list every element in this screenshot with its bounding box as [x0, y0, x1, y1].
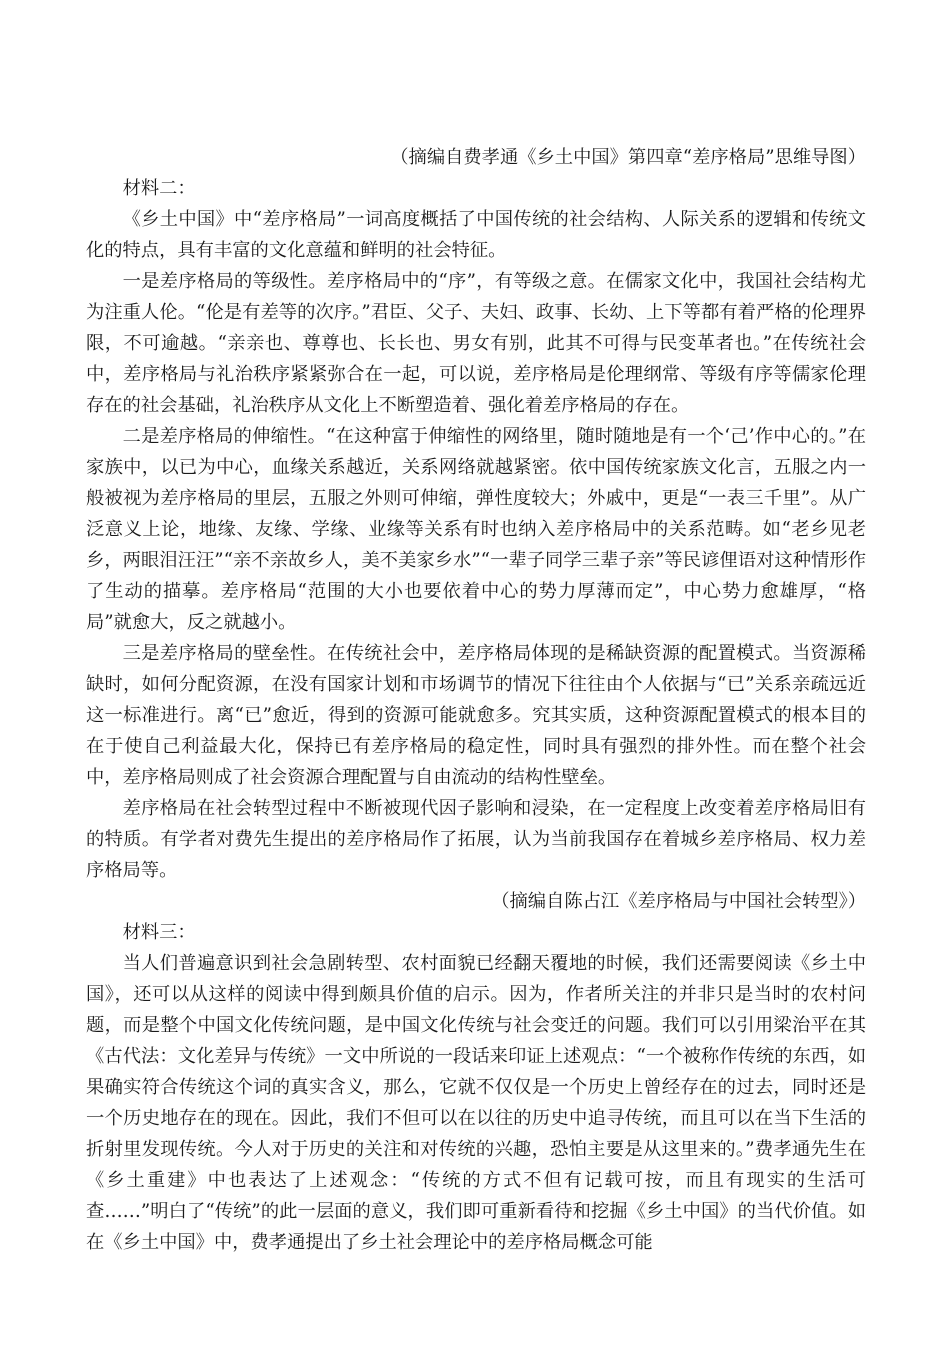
- material-2-label: 材料二：: [122, 178, 196, 199]
- material-3-label: 材料三：: [122, 922, 196, 943]
- material-2-paragraph-5: 差序格局在社会转型过程中不断被现代因子影响和浸染，在一定程度上改变着差序格局旧有的特质。有学者对费先生提出的差序格局作了拓展，认为当前我国存在着城乡差序格局、权力差序格局等。: [86, 798, 866, 881]
- material-2-paragraph-4: 三是差序格局的壁垒性。在传统社会中，差序格局体现的是稀缺资源的配置模式。当资源稀缺时，如何分配资源，在没有国家计划和市场调节的情况下往往由个人依据与“已”关系亲疏远近这一标准进行。离“已”愈近，得到的资源可能就愈多。究其实质，这种资源配置模式的根本目的在于使自己利益最大化，保持已有差序格局的稳定性，同时具有强烈的排外性。而在整个社会中，差序格局则成了社会资源合理配置与自由流动的结构性壁垒。: [86, 643, 866, 788]
- material-2-paragraph-2: 一是差序格局的等级性。差序格局中的“序”，有等级之意。在儒家文化中，我国社会结构尤为注重人伦。“伦是有差等的次序。”君臣、父子、夫妇、政事、长幼、上下等都有着严格的伦理界限，不可逾越。“亲亲也、尊尊也、长长也、男女有别，此其不可得与民变革者也。”在传统社会中，差序格局与礼治秩序紧紧弥合在一起，可以说，差序格局是伦理纲常、等级有序等儒家伦理存在的社会基础，礼治秩序从文化上不断塑造着、强化着差序格局的存在。: [86, 271, 866, 416]
- material-2-paragraph-3: 二是差序格局的伸缩性。“在这种富于伸缩性的网络里，随时随地是有一个‘己’作中心的。”在家族中，以已为中心，血缘关系越近，关系网络就越紧密。依中国传统家族文化言，五服之内一般被视为差序格局的里层，五服之外则可伸缩，弹性度较大；外戚中，更是“一表三千里”。从广泛意义上论，地缘、友缘、学缘、业缘等关系有时也纳入差序格局中的关系范畴。如“老乡见老乡，两眼泪汪汪”“亲不亲故乡人，美不美家乡水”“一辈子同学三辈子亲”等民谚俚语对这种情形作了生动的描摹。差序格局“范围的大小也要依着中心的势力厚薄而定”，中心势力愈雄厚，“格局”就愈大，反之就越小。: [86, 426, 866, 633]
- document-page: [86, 142, 866, 1258]
- material-2-paragraph-1: 《乡土中国》中“差序格局”一词高度概括了中国传统的社会结构、人际关系的逻辑和传统文化的特点，具有丰富的文化意蕴和鲜明的社会特征。: [86, 209, 866, 261]
- material-3-paragraph-1: 当人们普遍意识到社会急剧转型、农村面貌已经翻天覆地的时候，我们还需要阅读《乡土中国》，还可以从这样的阅读中得到颇具价值的启示。因为，作者所关注的并非只是当时的农村问题，而是整个中国文化传统问题，是中国文化传统与社会变迁的问题。我们可以引用梁治平在其《古代法：文化差异与传统》一文中所说的一段话来印证上述观点：“一个被称作传统的东西，如果确实符合传统这个词的真实含义，那么，它就不仅仅是一个历史上曾经存在的过去，同时还是一个历史地存在的现在。因此，我们不但可以在以往的历史中追寻传统，而且可以在当下生活的折射里发现传统。今人对于历史的关注和对传统的兴趣，恐怕主要是从这里来的。”费孝通先生在《乡土重建》中也表达了上述观念：“传统的方式不但有记载可按，而且有现实的生活可查……”明白了“传统”的此一层面的意义，我们即可重新看待和挖掘《乡土中国》的当代价值。如在《乡土中国》中，费孝通提出了乡土社会理论中的差序格局概念可能: [86, 953, 866, 1253]
- source-citation-material-1: （摘编自费孝通《乡土中国》第四章“差序格局”思维导图）: [390, 147, 866, 168]
- source-citation-material-2: （摘编自陈占江《差序格局与中国社会转型》）: [491, 891, 866, 912]
